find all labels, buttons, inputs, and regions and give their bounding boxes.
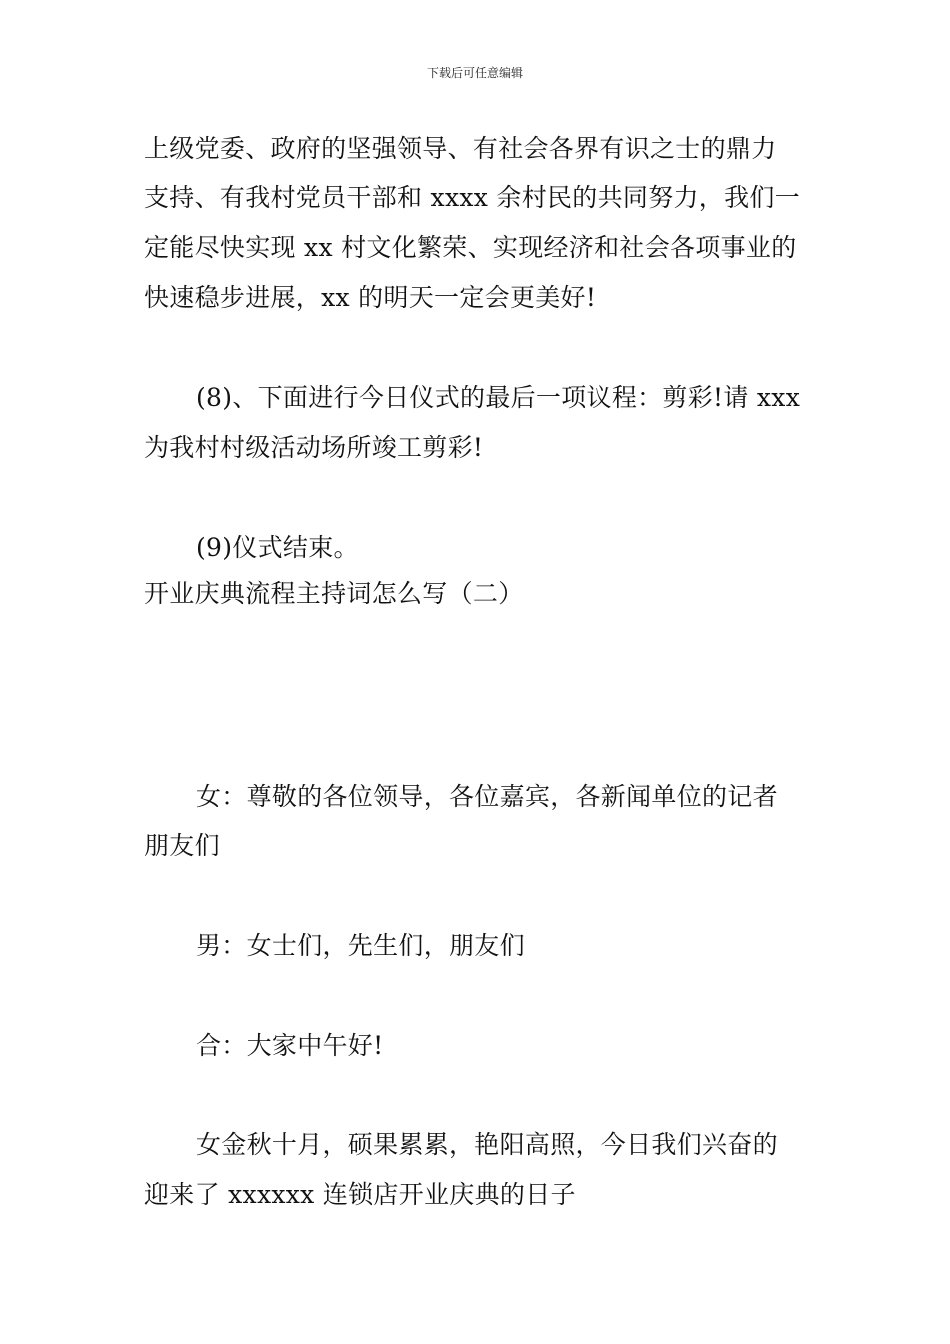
paragraph-1-line-1: 上级党委、政府的坚强领导、有社会各界有识之士的鼎力 xyxy=(144,134,777,163)
paragraph-3-line-1: (9)仪式结束。 xyxy=(196,533,359,562)
paragraph-5-line-1: 男：女士们，先生们，朋友们 xyxy=(196,931,525,960)
paragraph-2-line-1: (8)、下面进行今日仪式的最后一项议程：剪彩!请 xxx xyxy=(196,383,801,412)
paragraph-7-line-1: 女金秋十月，硕果累累，艳阳高照，今日我们兴奋的 xyxy=(196,1130,778,1159)
page-header: 下载后可任意编辑 xyxy=(426,66,523,80)
paragraph-4-line-2: 朋友们 xyxy=(144,831,220,860)
paragraph-1-line-4: 快速稳步进展，xx 的明天一定会更美好! xyxy=(144,283,597,312)
paragraph-7-line-2: 迎来了 xxxxxx 连锁店开业庆典的日子 xyxy=(144,1180,576,1209)
paragraph-1-line-3: 定能尽快实现 xx 村文化繁荣、实现经济和社会各项事业的 xyxy=(144,233,797,262)
section-title: 开业庆典流程主持词怎么写（二） xyxy=(144,579,524,608)
paragraph-1-line-2: 支持、有我村党员干部和 xxxx 余村民的共同努力，我们一 xyxy=(144,183,800,212)
paragraph-2-line-2: 为我村村级活动场所竣工剪彩! xyxy=(144,433,484,462)
paragraph-6-line-1: 合：大家中午好! xyxy=(196,1031,384,1060)
paragraph-4-line-1: 女：尊敬的各位领导，各位嘉宾，各新闻单位的记者 xyxy=(196,782,778,811)
